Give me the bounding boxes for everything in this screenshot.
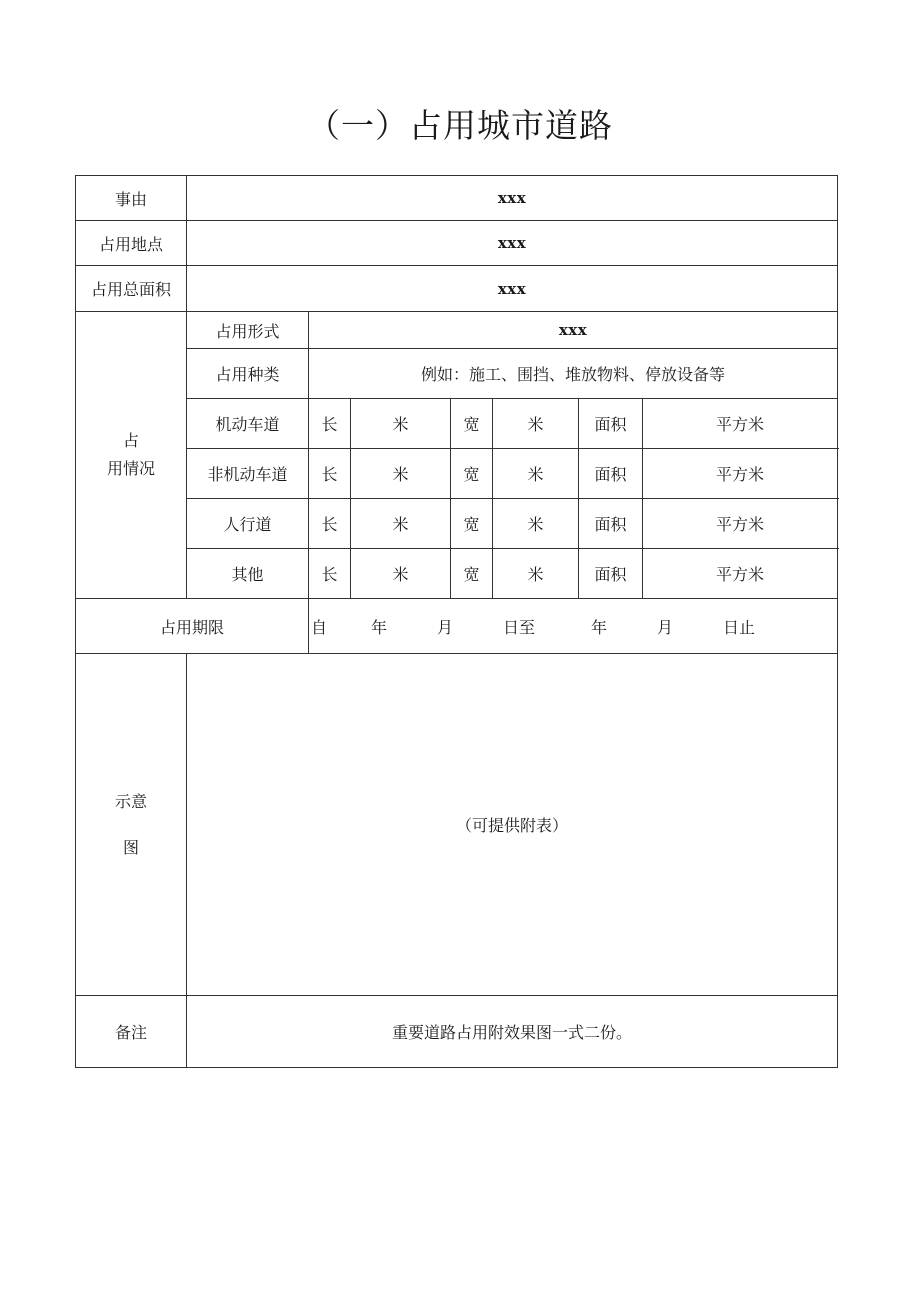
width-input[interactable]: 米 — [493, 449, 579, 499]
location-row — [76, 221, 838, 266]
lane-label: 其他 — [187, 549, 309, 599]
occupation-kind-row — [76, 349, 838, 399]
remark-row — [76, 996, 838, 1068]
period-fields — [309, 615, 837, 638]
length-label: 长 — [309, 499, 351, 549]
road-occupation-form — [75, 175, 838, 1068]
situation-label — [76, 312, 187, 599]
length-label: 长 — [309, 399, 351, 449]
area-label: 面积 — [579, 499, 643, 549]
lane-row — [76, 449, 838, 499]
lane-label: 非机动车道 — [187, 449, 309, 499]
total-area-value[interactable]: xxx — [187, 266, 838, 312]
width-input[interactable]: 米 — [493, 499, 579, 549]
period-from: 自 — [311, 617, 328, 637]
width-input[interactable]: 米 — [493, 549, 579, 599]
area-input[interactable]: 平方米 — [643, 499, 838, 549]
sketch-area[interactable]: （可提供附表） — [187, 654, 838, 996]
length-label: 长 — [309, 549, 351, 599]
kind-label: 占用种类 — [187, 349, 309, 399]
sketch-label-line2: 图 — [122, 837, 139, 857]
area-input[interactable]: 平方米 — [643, 399, 838, 449]
width-label: 宽 — [451, 499, 493, 549]
period-day-end: 日止 — [723, 617, 756, 637]
area-label: 面积 — [579, 549, 643, 599]
page-title: （一）占用城市道路 — [307, 106, 613, 145]
form-label: 占用形式 — [187, 312, 309, 349]
width-label: 宽 — [451, 449, 493, 499]
period-value[interactable] — [309, 599, 838, 654]
reason-label: 事由 — [76, 176, 187, 221]
reason-value[interactable]: xxx — [187, 176, 838, 221]
area-input[interactable]: 平方米 — [643, 449, 838, 499]
width-input[interactable]: 米 — [493, 399, 579, 449]
length-input[interactable]: 米 — [351, 399, 451, 449]
kind-value[interactable]: 例如：施工、围挡、堆放物料、停放设备等 — [309, 349, 838, 399]
area-label: 面积 — [579, 399, 643, 449]
period-day-to: 日至 — [503, 617, 536, 637]
lane-row — [76, 499, 838, 549]
period-label: 占用期限 — [76, 599, 309, 654]
remark-value[interactable]: 重要道路占用附效果图一式二份。 — [187, 996, 838, 1068]
sketch-row — [76, 654, 838, 996]
area-label: 面积 — [579, 449, 643, 499]
length-input[interactable]: 米 — [351, 549, 451, 599]
width-label: 宽 — [451, 549, 493, 599]
area-input[interactable]: 平方米 — [643, 549, 838, 599]
location-label: 占用地点 — [76, 221, 187, 266]
length-input[interactable]: 米 — [351, 449, 451, 499]
situation-label-line1: 占 — [122, 431, 139, 450]
total-area-row — [76, 266, 838, 312]
length-label: 长 — [309, 449, 351, 499]
period-month-1: 月 — [437, 617, 454, 637]
lane-row — [76, 399, 838, 449]
width-label: 宽 — [451, 399, 493, 449]
sketch-label — [76, 654, 187, 996]
location-value[interactable]: xxx — [187, 221, 838, 266]
occupation-form-row — [76, 312, 838, 349]
total-area-label: 占用总面积 — [76, 266, 187, 312]
sketch-label-line1: 示意 — [114, 791, 147, 811]
period-year-2: 年 — [591, 617, 608, 637]
length-input[interactable]: 米 — [351, 499, 451, 549]
period-month-2: 月 — [657, 617, 674, 637]
period-year-1: 年 — [371, 617, 388, 637]
remark-label: 备注 — [76, 996, 187, 1068]
situation-label-line2: 用情况 — [106, 459, 155, 478]
lane-row — [76, 549, 838, 599]
period-row — [76, 599, 838, 654]
form-value[interactable]: xxx — [309, 312, 838, 349]
reason-row — [76, 176, 838, 221]
lane-label: 人行道 — [187, 499, 309, 549]
lane-label: 机动车道 — [187, 399, 309, 449]
